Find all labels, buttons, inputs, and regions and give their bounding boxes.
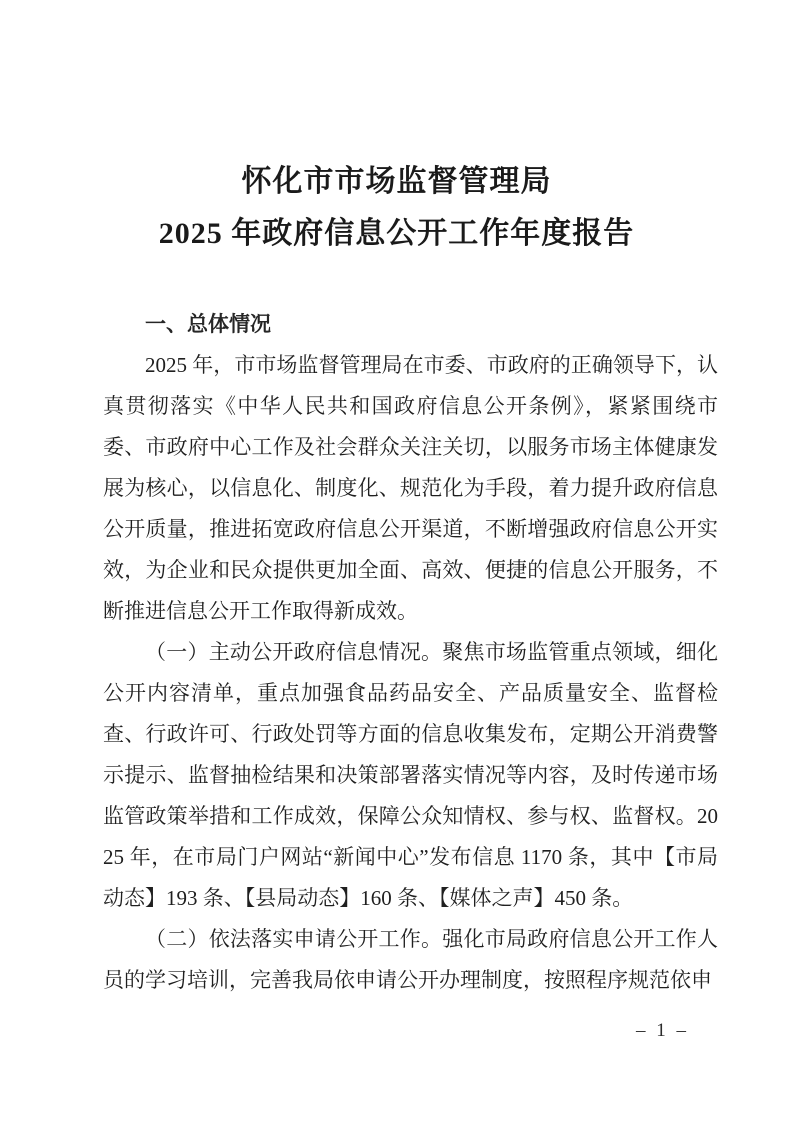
document-body	[103, 304, 718, 1001]
paragraph-application-disclosure: （二）依法落实申请公开工作。强化市局政府信息公开工作人员的学习培训，完善我局依申请公开办理制度，按照程序规范依申	[103, 927, 718, 992]
page-number: – 1 –	[636, 1020, 689, 1041]
document-title	[0, 0, 793, 260]
section-heading-overall-situation: 一、总体情况	[145, 313, 271, 336]
document-title-line2: 2025 年政府信息公开工作年度报告	[158, 217, 635, 250]
paragraph-overview: 2025 年，市市场监督管理局在市委、市政府的正确领导下，认真贯彻落实《中华人民共和国政府信息公开条例》，紧紧围绕市委、市政府中心工作及社会群众关注关切，以服务市场主体健康发展为核心，以信息化、制度化、规范化为手段，着力提升政府信息公开质量，推进拓宽政府信息公开渠道，不断增强政府信息公开实效，为企业和民众提供更加全面、高效、便捷的信息公开服务，不断推进信息公开工作取得新成效。	[103, 353, 718, 623]
paragraph-proactive-disclosure: （一）主动公开政府信息情况。聚焦市场监管重点领域，细化公开内容清单，重点加强食品药品安全、产品质量安全、监督检查、行政许可、行政处罚等方面的信息收集发布，定期公开消费警示提示、监督抽检结果和决策部署落实情况等内容，及时传递市场监管政策举措和工作成效，保障公众知情权、参与权、监督权。2025 年，在市局门户网站“新闻中心”发布信息 1170 条，其中【市局动态】193 条、【县局动态】160 条、【媒体之声】450 条。	[103, 640, 718, 910]
document-title-line1: 怀化市市场监督管理局	[241, 165, 552, 198]
